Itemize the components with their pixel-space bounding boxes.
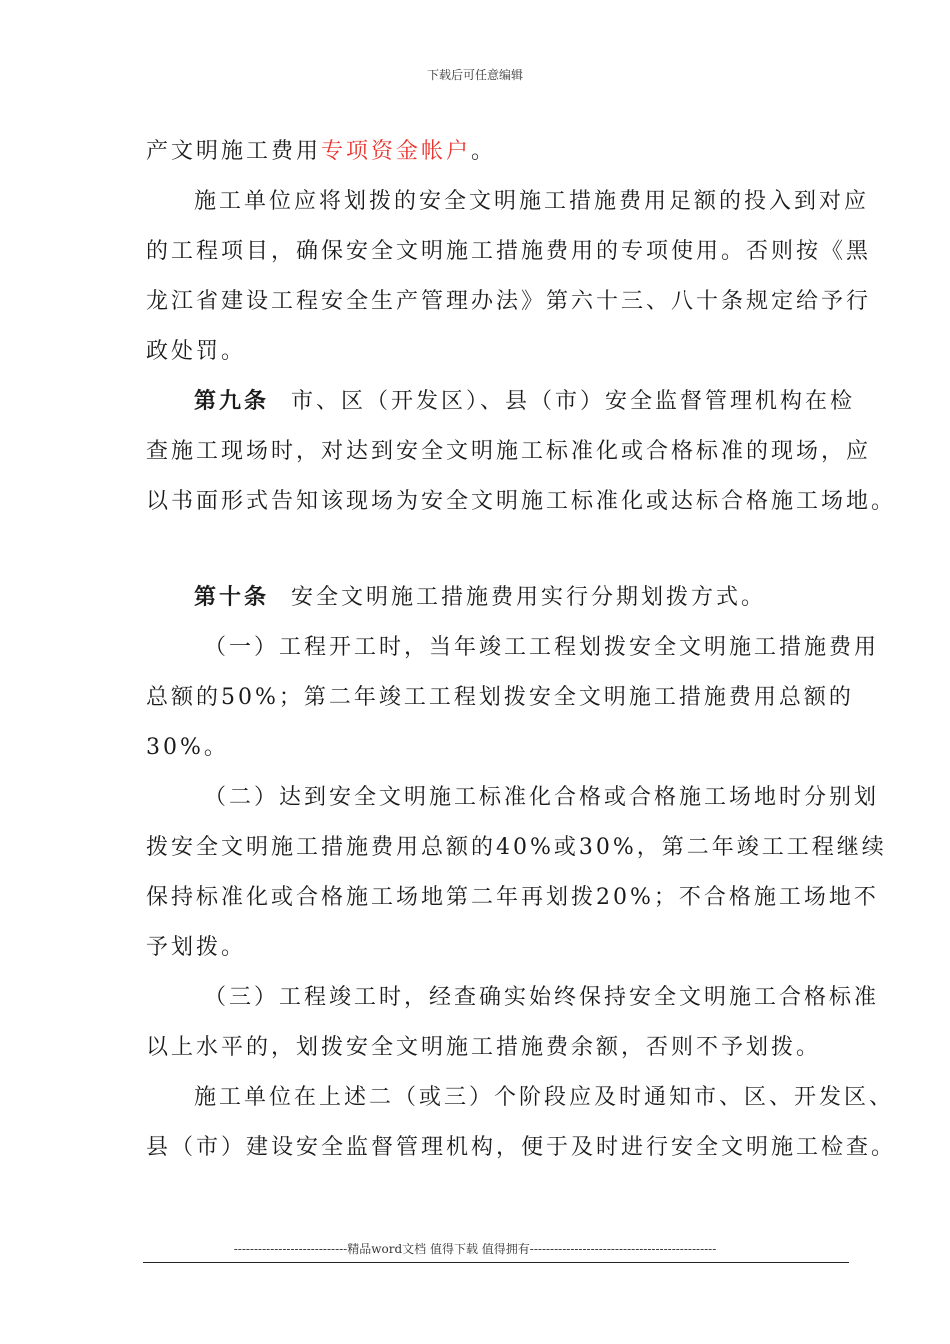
paragraph-line: 保持标准化或合格施工场地第二年再划拨20%；不合格施工场地不 <box>146 885 879 910</box>
text-run: 。 <box>471 139 497 164</box>
paragraph-line: 查施工现场时，对达到安全文明施工标准化或合格标准的现场，应 <box>146 439 872 464</box>
paragraph-line: 予划拨。 <box>146 935 247 960</box>
paragraph-line: 政处罚。 <box>146 339 247 364</box>
paragraph-line: （三）工程竣工时，经查确实始终保持安全文明施工合格标准 <box>204 985 880 1010</box>
paragraph-line: 总额的50%；第二年竣工工程划拨安全文明施工措施费用总额的 <box>146 685 854 710</box>
paragraph-line: 施工单位应将划拨的安全文明施工措施费用足额的投入到对应 <box>194 189 870 214</box>
text-run: 安全文明施工措施费用实行分期划拨方式。 <box>291 585 767 610</box>
article-10-line <box>146 576 858 626</box>
paragraph-line: 县（市）建设安全监督管理机构，便于及时进行安全文明施工检查。 <box>146 1135 897 1160</box>
text-run: 市、区（开发区）、县（市）安全监督管理机构在检 <box>291 389 856 414</box>
paragraph-line: 施工单位在上述二（或三）个阶段应及时通知市、区、开发区、 <box>194 1085 895 1110</box>
paragraph-line: 拨安全文明施工措施费用总额的40%或30%，第二年竣工工程继续 <box>146 835 887 860</box>
text-line <box>146 130 858 180</box>
article-9-title: 第九条 <box>194 389 270 414</box>
paragraph-line: （二）达到安全文明施工标准化合格或合格施工场地时分别划 <box>204 785 880 810</box>
article-10-title: 第十条 <box>194 585 270 610</box>
document-body <box>146 130 897 1176</box>
footer-divider <box>143 1262 849 1263</box>
highlighted-text: 专项资金帐户 <box>321 139 472 164</box>
page-footer: ----------------------------精品word文档 值得下载 值得拥有---------------------------------------------- <box>233 1242 717 1256</box>
paragraph-line: 龙江省建设工程安全生产管理办法》第六十三、八十条规定给予行 <box>146 289 872 314</box>
paragraph-line: 的工程项目，确保安全文明施工措施费用的专项使用。否则按《黑 <box>146 239 872 264</box>
page-header: 下载后可任意编辑 <box>426 68 523 82</box>
text-run: 产文明施工费用 <box>146 139 322 164</box>
paragraph-line: 以书面形式告知该现场为安全文明施工标准化或达标合格施工场地。 <box>146 489 897 514</box>
paragraph-line: 30%。 <box>146 735 229 760</box>
paragraph-line: （一）工程开工时，当年竣工工程划拨安全文明施工措施费用 <box>204 635 880 660</box>
article-9-line <box>146 380 858 430</box>
paragraph-line: 以上水平的，划拨安全文明施工措施费余额，否则不予划拨。 <box>146 1035 822 1060</box>
